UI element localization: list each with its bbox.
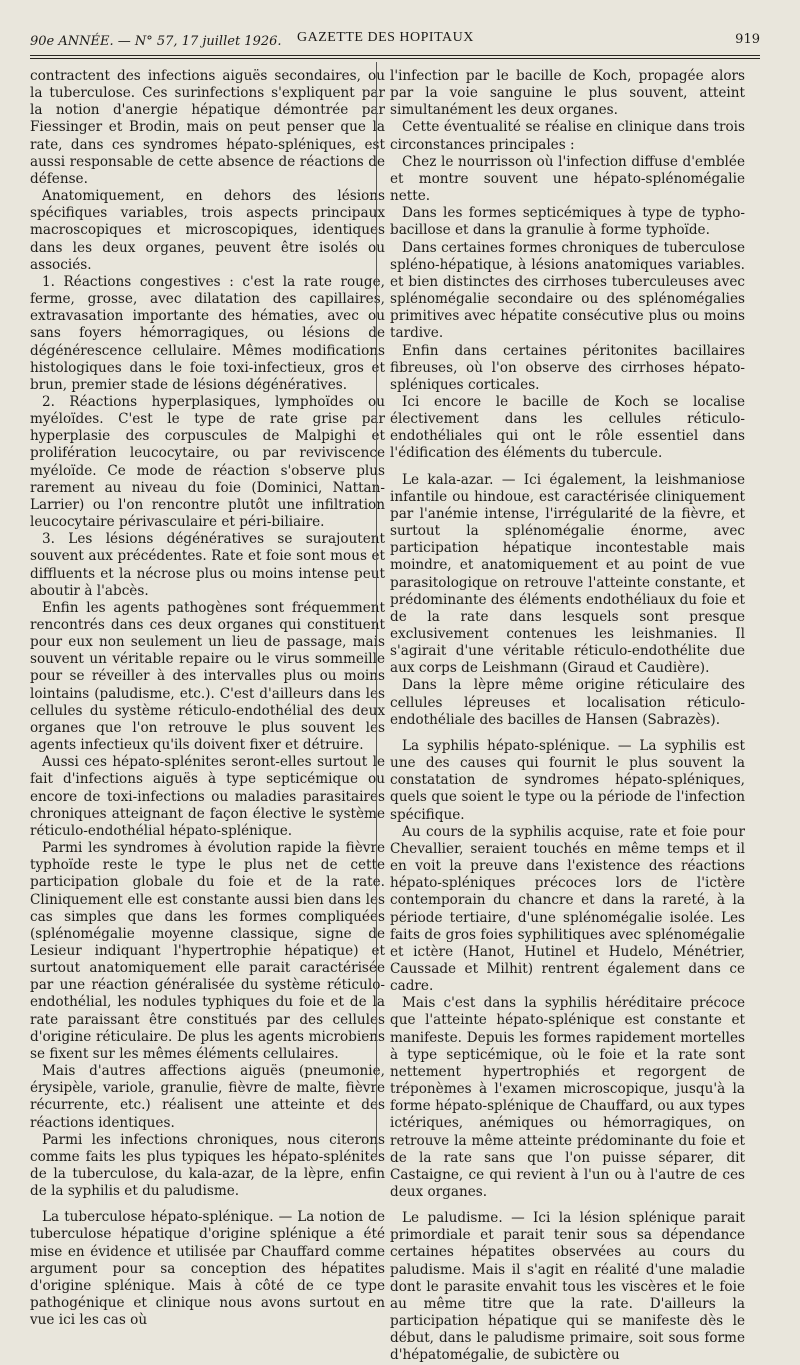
paragraph: l'infection par le bacille de Koch, propagée alors par la voie sanguine le plus souvent, atteint simultanément les deux organes. xyxy=(390,68,745,119)
section-paragraph: La tuberculose hépato-splénique. — La notion de tuberculose hépatique d'origine splénique a été mise en évidence et utilisée par Chauffard comme argument pour sa conception des hépatites d'origine splénique. Mais à côté de ce type pathogénique et clinique nous avons surtout en vue ici les cas où xyxy=(30,1209,385,1329)
page-header xyxy=(30,28,760,52)
paragraph: contractent des infections aiguës secondaires, ou la tuberculose. Ces surinfections s'expliquent par la notion d'anergie hépatique démontrée par Fiessinger et Brodin, mais on peut penser que la rate, dans ces syndromes hépato-spléniques, est aussi responsable de cette absence de réactions de défense. xyxy=(30,68,385,187)
paragraph: Dans les formes septicémiques à type de typho-bacillose et dans la granulie à forme typhoïde. xyxy=(390,205,745,239)
paragraph: Enfin les agents pathogènes sont fréquemment rencontrés dans ces deux organes qui constituent pour eux non seulement un lieu de passage, mais souvent un véritable repaire ou le virus sommeille pour se réveiller à des intervalles plus ou moins lointains (paludisme, etc.). C'est d'ailleurs dans les cellules du système réticulo-endothélial des deux organes que l'on retrouve le plus souvent les agents infectieux qu'ils doivent fixer et détruire. xyxy=(30,599,385,754)
header-rule-top xyxy=(30,55,760,56)
paragraph: Parmi les syndromes à évolution rapide la fièvre typhoïde reste le type le plus net de cette participation globale du foie et de la rate. Cliniquement elle est constante aussi bien dans les cas simples que dans les formes compliquées (splénomégalie moyenne classique, signe de Lesieur indiquant l'hypertrophie hépatique) et surtout anatomiquement elle parait caractérisée par une réaction généralisée du système réticulo-endothélial, les nodules typhiques du foie et de la rate paraissant être constitués par des cellules d'origine réticulaire. De plus les agents microbiens se fixent sur les mêmes éléments cellulaires. xyxy=(30,840,385,1062)
column-divider xyxy=(376,62,377,1157)
right-column xyxy=(390,68,745,1365)
paragraph: Au cours de la syphilis acquise, rate et foie pour Chevallier, seraient touchés en même temps et il en voit la preuve dans l'existence des réactions hépato-spléniques précoces lors de l'ictère contemporain du chancre et dans la rareté, à la période tertiaire, d'une splénomégalie isolée. Les faits de gros foies syphilitiques avec splénomégalie et ictère (Hanot, Hutinel et Hudelo, Ménétrier, Caussade et Milhit) rentrent également dans ce cadre. xyxy=(390,823,745,995)
paragraph: Enfin dans certaines péritonites bacillaires fibreuses, où l'on observe des cirrhoses hépato-spléniques corticales. xyxy=(390,342,745,393)
paragraph: Dans certaines formes chroniques de tuberculose spléno-hépatique, à lésions anatomiques variables. et bien distinctes des cirrhoses tuberculeuses avec splénomégalie secondaire ou des splénomégalies primitives avec hépatite consécutive plus ou moins tardive. xyxy=(390,239,745,342)
paragraph: Parmi les infections chroniques, nous citerons comme faits les plus typiques les hépato-splénites de la tuberculose, du kala-azar, de la lèpre, enfin de la syphilis et du paludisme. xyxy=(30,1131,385,1200)
page-number: 919 xyxy=(735,32,760,47)
paragraph: 2. Réactions hyperplasiques, lymphoïdes ou myéloïdes. C'est le type de rate grise par hyperplasie des corpuscules de Malpighi et prolifération leucocytaire, ou par reviviscence myéloïde. Ce mode de réaction s'observe plus rarement au niveau du foie (Dominici, Nattan-Larrier) ou l'on rencontre plutôt une infiltration leucocytaire périvasculaire et péri-biliaire. xyxy=(30,393,385,531)
paragraph: Anatomiquement, en dehors des lésions spécifiques variables, trois aspects principaux macroscopiques et microscopiques, identiques dans les deux organes, peuvent être isolés ou associés. xyxy=(30,188,385,273)
paragraph: Cette éventualité se réalise en clinique dans trois circonstances principales : xyxy=(390,119,745,153)
paragraph: Mais d'autres affections aiguës (pneumonie, érysipèle, variole, granulie, fièvre de malte, fièvre récurrente, etc.) réalisent une atteinte et des réactions identiques. xyxy=(30,1063,385,1131)
paragraph: 1. Réactions congestives : c'est la rate rouge, ferme, grosse, avec dilatation des capillaires, extravasation importante des hématies, avec ou sans foyers hémorragiques, ou lésions de dégénérescence cellulaire. Mêmes modifications histologiques dans le foie toxi-infectieux, gros et brun, premier stade de lésions dégénératives. xyxy=(30,273,385,393)
paragraph: Chez le nourrisson où l'infection diffuse d'emblée et montre souvent une hépato-splénomégalie nette. xyxy=(390,153,745,205)
issue-info: 90e ANNÉE. — N° 57, 17 juillet 1926. xyxy=(30,34,282,49)
journal-title: GAZETTE DES HOPITAUX xyxy=(297,30,474,45)
section-paragraph: La syphilis hépato-splénique. — La syphilis est une des causes qui fournit le plus souvent la constatation de syndromes hépato-spléniques, quels que soient le type ou la période de l'infection spécifique. xyxy=(390,737,745,823)
paragraph: Ici encore le bacille de Koch se localise électivement dans les cellules réticulo-endothéliales qui ont le rôle essentiel dans l'édification des éléments du tubercule. xyxy=(390,393,745,462)
left-column xyxy=(30,68,385,1329)
section-paragraph: Le kala-azar. — Ici également, la leishmaniose infantile ou hindoue, est caractérisée cliniquement par l'anémie intense, l'irrégularité de la fièvre, et surtout la splénomégalie énorme, avec participation hépatique incontestable mais moindre, et anatomiquement et au point de vue parasitologique on retrouve l'atteinte constante, et prédominante des éléments endothéliaux du foie et de la rate dans lesquels sont presque exclusivement contenues les leishmanies. Il s'agirait d'une véritable réticulo-endothélite due aux corps de Leishmann (Giraud et Caudière). xyxy=(390,471,745,677)
header-rule-bottom xyxy=(30,58,760,59)
section-paragraph: Le paludisme. — Ici la lésion splénique parait primordiale et parait tenir sous sa dépendance certaines hépatites observées au cours du paludisme. Mais il s'agit en réalité d'une maladie dont le parasite envahit tous les viscères et le foie au même titre que la rate. D'ailleurs la participation hépatique qui se manifeste dès le début, dans le paludisme primaire, soit sous forme d'hépatomégalie, de subictère ou xyxy=(390,1210,745,1364)
paragraph: Dans la lèpre même origine réticulaire des cellules lépreuses et localisation réticulo-endothéliale des bacilles de Hansen (Sabrazès). xyxy=(390,677,745,728)
paragraph: 3. Les lésions dégénératives se surajoutent souvent aux précédentes. Rate et foie sont mous et diffluents et la nécrose plus ou moins intense peut aboutir à l'abcès. xyxy=(30,531,385,599)
paragraph: Mais c'est dans la syphilis héréditaire précoce que l'atteinte hépato-splénique est constante et manifeste. Depuis les formes rapidement mortelles à type septicémique, où le foie et la rate sont nettement hypertrophiés et regorgent de tréponèmes à l'examen microscopique, jusqu'à la forme hépato-splénique de Chauffard, ou aux types ictériques, anémiques ou hémorragiques, on retrouve la même atteinte prédominante du foie et de la rate sans que l'on puisse séparer, dit Castaigne, ce qui revient à l'un ou à l'autre de ces deux organes. xyxy=(390,995,745,1200)
paragraph: Aussi ces hépato-splénites seront-elles surtout le fait d'infections aiguës à type septicémique ou encore de toxi-infections ou maladies parasitaires chroniques atteignant de façon élective le système réticulo-endothélial hépato-splénique. xyxy=(30,754,385,839)
